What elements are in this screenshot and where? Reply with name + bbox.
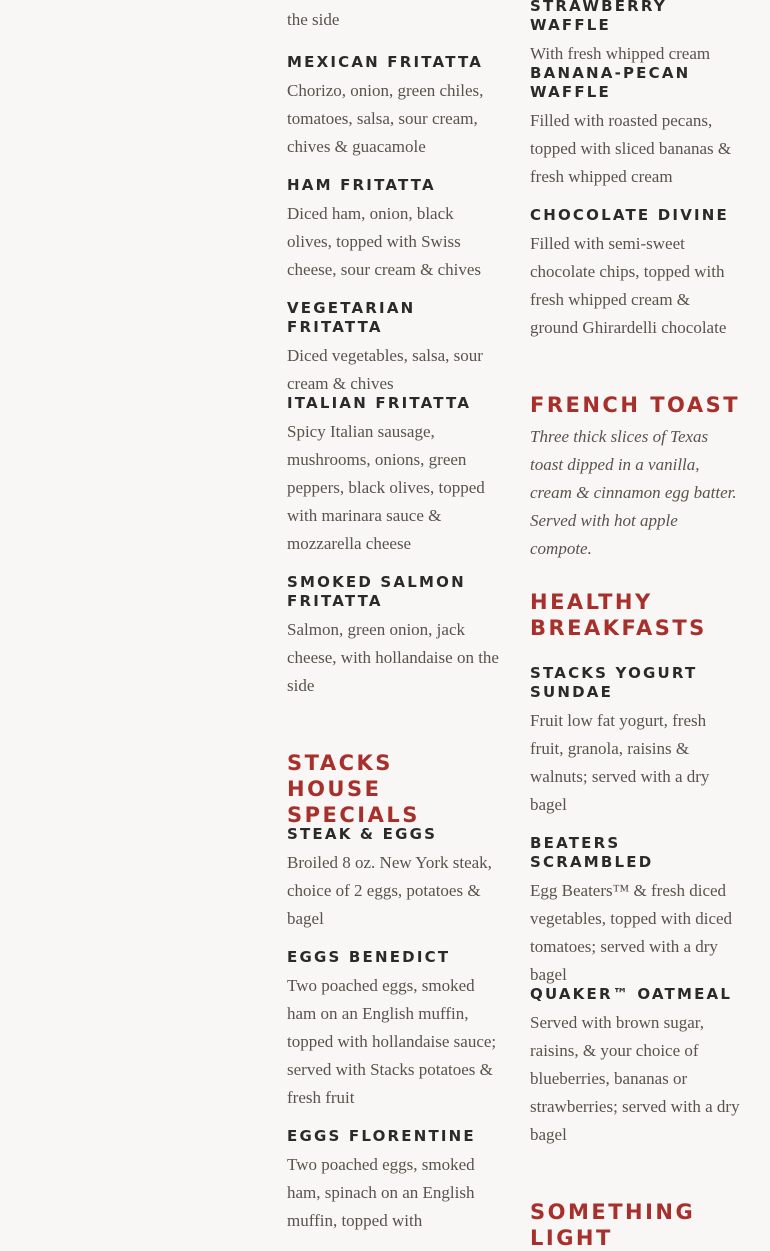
item-name: CHOCOLATE DIVINE (530, 206, 729, 224)
item-desc: Two poached eggs, smoked ham, spinach on an English muffin, topped with (287, 1155, 475, 1230)
menu-item-ham-fritatta (287, 176, 499, 284)
item-desc: Spicy Italian sausage, mushrooms, onions, green peppers, black olives, topped with marinara sauce & mozzarella cheese (287, 422, 485, 553)
item-desc-fragment: the side (287, 10, 340, 29)
left-menu-column (287, 0, 499, 1237)
menu-item-banana-pecan-waffle (530, 64, 742, 191)
right-menu-column (530, 0, 742, 1250)
menu-item-beaters-scrambled (530, 834, 742, 989)
item-name: VEGETARIAN FRITATTA (287, 299, 416, 336)
section-heading-healthy-breakfasts: HEALTHY BREAKFASTS (530, 590, 707, 640)
item-name: HAM FRITATTA (287, 176, 436, 194)
menu-item-steak-eggs (287, 825, 499, 933)
item-name: EGGS FLORENTINE (287, 1127, 476, 1145)
menu-item-chocolate-divine (530, 206, 742, 342)
french-toast-desc: Three thick slices of Texas toast dipped in a vanilla, cream & cinnamon egg batter. Served with hot apple compote. (530, 427, 737, 558)
section-heading-something-light: SOMETHING LIGHT (530, 1200, 696, 1250)
item-name: MEXICAN FRITATTA (287, 53, 484, 71)
section-heading-french-toast: FRENCH TOAST (530, 393, 741, 417)
menu-item-strawberry-waffle (530, 0, 742, 68)
item-desc: With fresh whipped cream (530, 44, 711, 63)
item-desc: Broiled 8 oz. New York steak, choice of 2 eggs, potatoes & bagel (287, 853, 492, 928)
item-desc: Diced vegetables, salsa, sour cream & chives (287, 346, 483, 393)
menu-item-vegetarian-fritatta (287, 299, 499, 398)
item-desc: Fruit low fat yogurt, fresh fruit, granola, raisins & walnuts; served with a dry bagel (530, 711, 710, 814)
menu-item-quaker-oatmeal (530, 985, 742, 1149)
menu-item-eggs-florentine (287, 1127, 499, 1235)
item-desc: Two poached eggs, smoked ham on an English muffin, topped with hollandaise sauce; served with Stacks potatoes & fresh fruit (287, 976, 497, 1107)
section-heading-house-specials: STACKS HOUSE SPECIALS (287, 751, 420, 827)
menu-item-smoked-salmon-fritatta (287, 573, 499, 700)
menu-item-italian-fritatta (287, 394, 499, 558)
item-desc: Salmon, green onion, jack cheese, with hollandaise on the side (287, 620, 499, 695)
menu-item-eggs-benedict (287, 948, 499, 1112)
item-name: STEAK & EGGS (287, 825, 438, 843)
item-name: SMOKED SALMON FRITATTA (287, 573, 466, 610)
item-desc: Chorizo, onion, green chiles, tomatoes, salsa, sour cream, chives & guacamole (287, 81, 484, 156)
item-name: ITALIAN FRITATTA (287, 394, 472, 412)
item-desc: Diced ham, onion, black olives, topped with Swiss cheese, sour cream & chives (287, 204, 481, 279)
item-desc: Filled with roasted pecans, topped with sliced bananas & fresh whipped cream (530, 111, 732, 186)
item-desc: Egg Beaters™ & fresh diced vegetables, topped with diced tomatoes; served with a dry bagel (530, 881, 733, 984)
item-name: BEATERS SCRAMBLED (530, 834, 654, 871)
item-name: BANANA-PECAN WAFFLE (530, 64, 691, 101)
item-name: EGGS BENEDICT (287, 948, 451, 966)
item-desc: Served with brown sugar, raisins, & your choice of blueberries, bananas or strawberries; served with a dry bagel (530, 1013, 740, 1144)
menu-item-stacks-yogurt-sundae (530, 664, 742, 819)
item-name: STRAWBERRY WAFFLE (530, 0, 667, 34)
item-name: STACKS YOGURT SUNDAE (530, 664, 698, 701)
item-name: QUAKER™ OATMEAL (530, 985, 733, 1003)
item-desc: Filled with semi-sweet chocolate chips, topped with fresh whipped cream & ground Ghirardelli chocolate (530, 234, 727, 337)
menu-item-mexican-fritatta (287, 53, 499, 161)
